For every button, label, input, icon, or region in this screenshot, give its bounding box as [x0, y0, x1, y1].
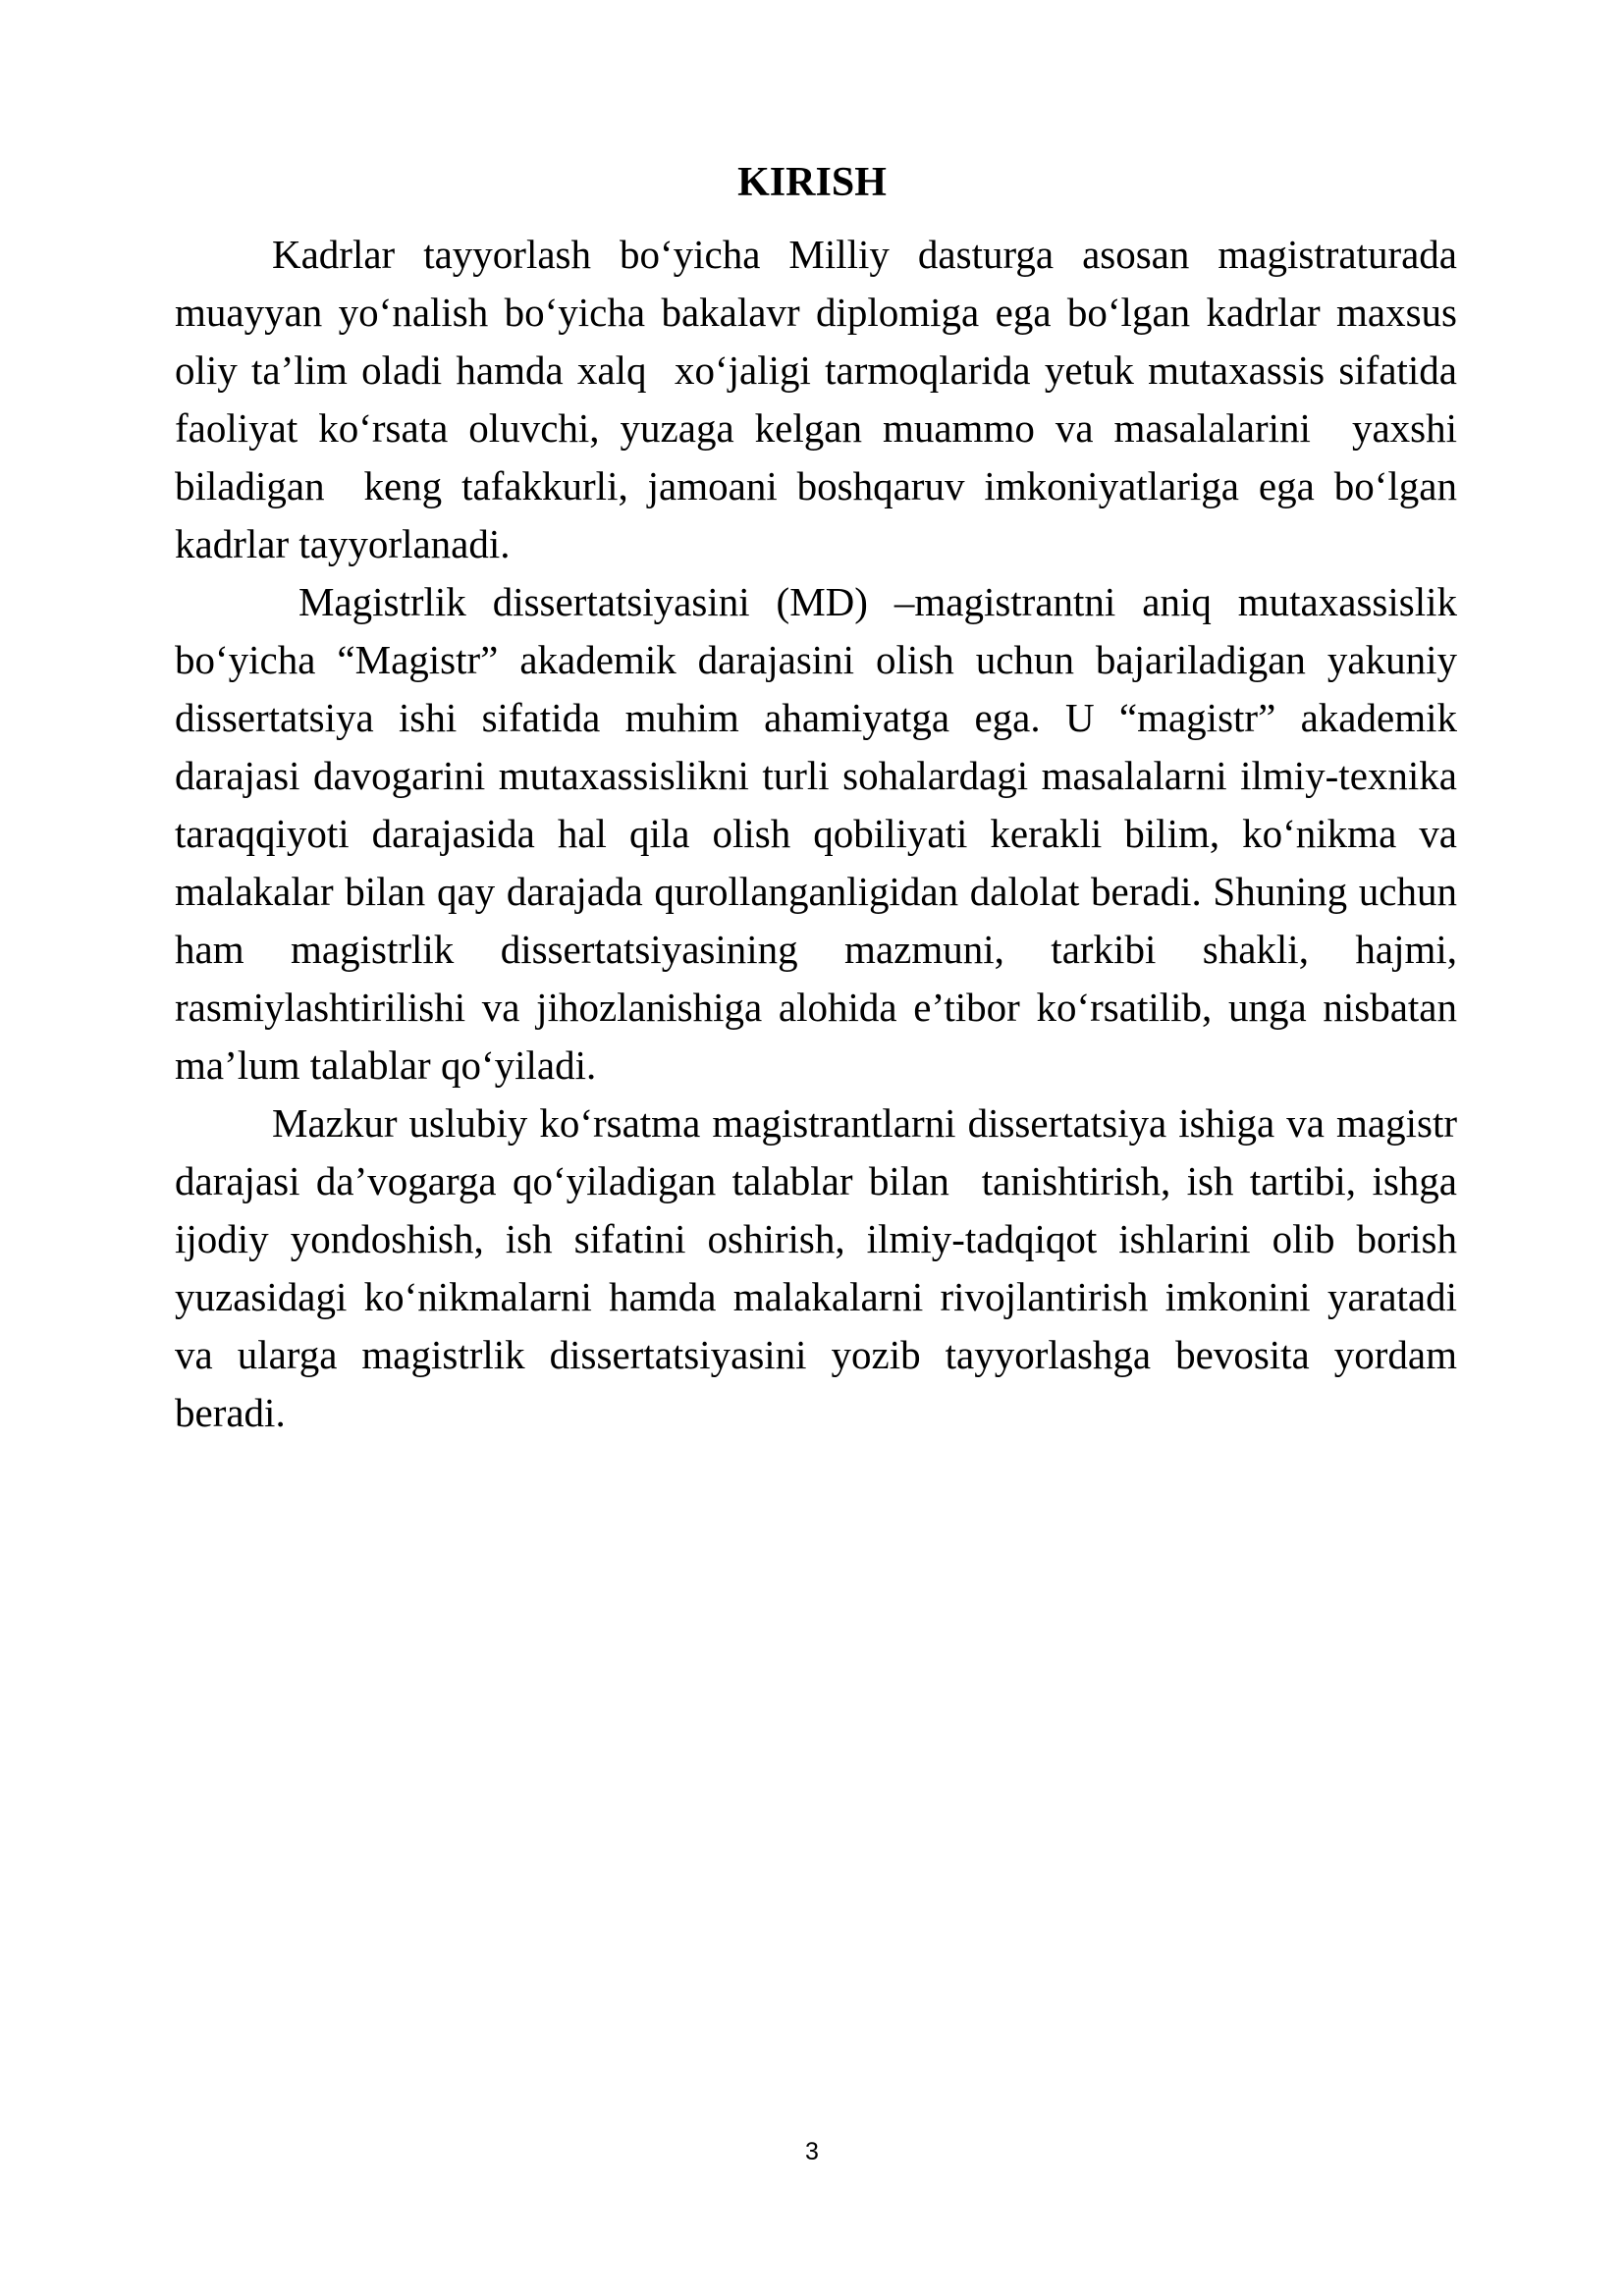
body-text — [175, 226, 1478, 1442]
paragraph-2: Magistrlik dissertatsiyasini (MD) –magistrantni aniq mutaxassislik bo‘yicha “Magistr” akademik darajasini olish uchun bajariladigan yakuniy dissertatsiya ishi sifatida muhim ahamiyatga ega. U “magistr” akademik darajasi davogarini mutaxassislikni turli sohalardagi masalalarni ilmiy-texnika taraqqiyoti darajasida hal qila olish qobiliyati kerakli bilim, ko‘nikma va malakalar bilan qay darajada qurollanganligidan dalolat beradi. Shuning uchun ham magistrlik dissertatsiyasining mazmuni, tarkibi shakli, hajmi, rasmiylashtirilishi va jihozlanishiga alohida e’tibor ko‘rsatilib, unga nisbatan ma’lum talablar qo‘yiladi. — [175, 579, 1478, 1088]
page-number: 3 — [805, 2138, 819, 2165]
page-title: KIRISH — [737, 160, 887, 205]
paragraph-3: Mazkur uslubiy ko‘rsatma magistrantlarni dissertatsiya ishiga va magistr darajasi da’vogarga qo‘yiladigan talablar bilan tanishtirish, ish tartibi, ishga ijodiy yondoshish, ish sifatini oshirish, ilmiy-tadqiqot ishlarini olib borish yuzasidagi ko‘nikmalarni hamda malakalarni rivojlantirish imkonini yaratadi va ularga magistrlik dissertatsiyasini yozib tayyorlashga bevosita yordam beradi. — [175, 1100, 1468, 1435]
paragraph-1: Kadrlar tayyorlash bo‘yicha Milliy dasturga asosan magistraturada muayyan yo‘nalish bo‘yicha bakalavr diplomiga ega bo‘lgan kadrlar maxsus oliy ta’lim oladi hamda xalq xo‘jaligi tarmoqlarida yetuk mutaxassis sifatida faoliyat ko‘rsata oluvchi, yuzaga kelgan muammo va masalalarini yaxshi biladigan keng tafakkurli, jamoani boshqaruv imkoniyatlariga ega bo‘lgan kadrlar tayyorlanadi. — [175, 232, 1468, 566]
